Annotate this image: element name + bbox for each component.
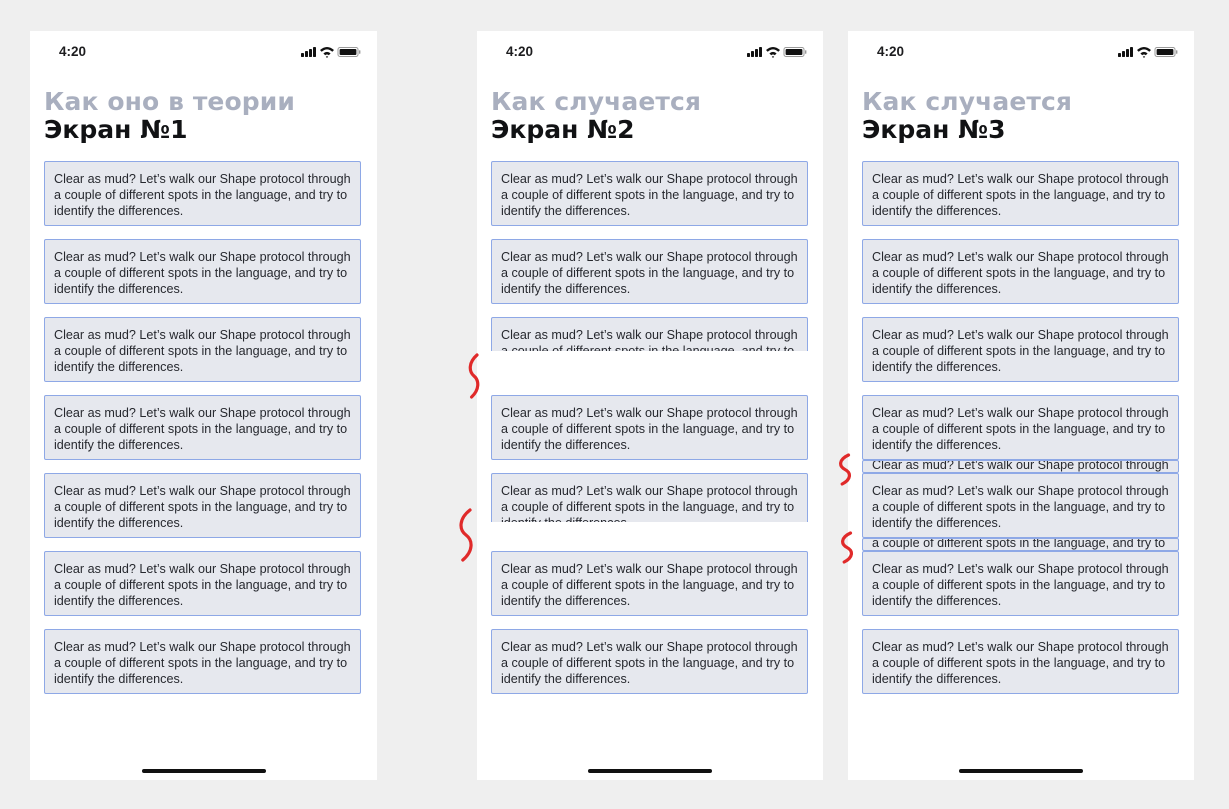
text-card	[44, 473, 361, 538]
card-text: Clear as mud? Let’s walk our Shape protocol through a couple of different spots in the language, and try to identify the differences.	[501, 172, 798, 218]
card-text: Clear as mud? Let’s walk our Shape protocol through a couple of different spots in the language, and try to identify the differences.	[872, 640, 1169, 686]
cellular-signal-icon	[301, 47, 316, 57]
phone-screen-2	[477, 31, 823, 780]
break-marker-icon	[840, 531, 854, 564]
text-card	[862, 161, 1179, 226]
screen-title-bottom: Экран №2	[491, 115, 635, 144]
missing-content-gap	[477, 522, 823, 551]
card-text: Clear as mud? Let’s walk our Shape protocol through a couple of different spots in the language, and try to identify the differences.	[54, 562, 351, 608]
screen-title-top: Как случается	[491, 87, 702, 116]
text-card	[862, 538, 1179, 551]
status-icons	[747, 45, 807, 59]
card-text: Clear as mud? Let’s walk our Shape protocol through a couple of different spots in the language, and try to identify the differences.	[54, 640, 351, 686]
text-card	[491, 239, 808, 304]
text-card	[862, 317, 1179, 382]
screen-title-bottom: Экран №3	[862, 115, 1006, 144]
battery-icon	[1155, 48, 1177, 57]
text-card	[44, 551, 361, 616]
battery-icon	[784, 48, 806, 57]
break-marker-icon	[458, 508, 474, 562]
text-card	[44, 395, 361, 460]
text-card	[44, 317, 361, 382]
wifi-icon	[766, 47, 780, 58]
card-text: Clear as mud? Let’s walk our Shape protocol through a couple of different spots in the language, and try to identify the differences.	[501, 640, 798, 686]
text-card	[491, 629, 808, 694]
card-text: Clear as mud? Let’s walk our Shape protocol through a couple of different spots in the language, and try to identify the differences.	[872, 562, 1169, 608]
status-time: 4:20	[59, 44, 87, 59]
screen-title-top: Как случается	[862, 87, 1073, 116]
status-time: 4:20	[877, 44, 905, 59]
card-text: Clear as mud? Let’s walk our Shape protocol through a couple of different spots in the language, and try to identify the differences.	[54, 406, 351, 452]
text-card	[862, 239, 1179, 304]
status-bar	[848, 31, 1194, 71]
text-card	[44, 161, 361, 226]
wifi-icon	[320, 47, 334, 58]
card-text: Clear as mud? Let’s walk our Shape protocol through a couple of different spots in the language, and try to identify the differences.	[501, 406, 798, 452]
text-card	[862, 551, 1179, 616]
card-text: Clear as mud? Let’s walk our Shape protocol through a couple of different spots in the language, and try to identify the differences.	[872, 484, 1169, 530]
text-card	[862, 395, 1179, 460]
break-marker-icon	[468, 353, 480, 399]
missing-content-gap	[477, 351, 823, 395]
card-text: Clear as mud? Let’s walk our Shape protocol through a couple of different spots in the language, and try to identify the differences.	[872, 250, 1169, 296]
card-text: Clear as mud? Let’s walk our Shape protocol through a couple of different spots in the language, and try to identify the differences.	[54, 328, 351, 374]
card-text: Clear as mud? Let’s walk our Shape protocol through a couple of different spots in the language, and try to identify the differences.	[872, 328, 1169, 374]
card-text: Clear as mud? Let’s walk our Shape protocol through a couple of different spots in the language, and try to identify the differences.	[872, 172, 1169, 218]
text-card	[491, 395, 808, 460]
text-card	[44, 239, 361, 304]
home-indicator	[142, 769, 266, 773]
text-card	[862, 460, 1179, 473]
card-text: a couple of different spots in the language, and try to	[872, 538, 1166, 550]
status-bar	[477, 31, 823, 71]
status-bar	[30, 31, 377, 71]
screen-title-top: Как оно в теории	[44, 87, 295, 116]
home-indicator	[959, 769, 1083, 773]
card-text: Clear as mud? Let’s walk our Shape protocol through a couple of different spots in the language, and try to identify the differences.	[872, 406, 1169, 452]
card-text: Clear as mud? Let’s walk our Shape protocol through a couple of different spots in the language, and try to identify the differences.	[54, 484, 351, 530]
cellular-signal-icon	[747, 47, 762, 57]
card-text: Clear as mud? Let’s walk our Shape protocol through	[501, 328, 798, 342]
card-text: Clear as mud? Let’s walk our Shape protocol through a couple of different spots in the language, and try to	[501, 484, 798, 514]
text-card	[862, 629, 1179, 694]
status-icons	[301, 45, 361, 59]
cellular-signal-icon	[1118, 47, 1133, 57]
break-marker-icon	[838, 453, 852, 486]
screen-title-bottom: Экран №1	[44, 115, 188, 144]
card-text: Clear as mud? Let’s walk our Shape protocol through a couple of different spots in the language, and try to identify the differences.	[501, 562, 798, 608]
card-text: Clear as mud? Let’s walk our Shape protocol through a couple of different spots in the language, and try to identify the differences.	[501, 250, 798, 296]
card-text: Clear as mud? Let’s walk our Shape protocol through a couple of different spots in the language, and try to identify the differences.	[54, 250, 351, 296]
text-card	[862, 473, 1179, 538]
text-card	[44, 629, 361, 694]
card-text: Clear as mud? Let’s walk our Shape protocol through	[872, 460, 1169, 472]
battery-icon	[338, 48, 360, 57]
wifi-icon	[1137, 47, 1151, 58]
phone-screen-3	[848, 31, 1194, 780]
card-text: Clear as mud? Let’s walk our Shape protocol through a couple of different spots in the language, and try to identify the differences.	[54, 172, 351, 218]
status-time: 4:20	[506, 44, 534, 59]
phone-screen-1	[30, 31, 377, 780]
home-indicator	[588, 769, 712, 773]
text-card	[491, 161, 808, 226]
text-card	[491, 551, 808, 616]
status-icons	[1118, 45, 1178, 59]
